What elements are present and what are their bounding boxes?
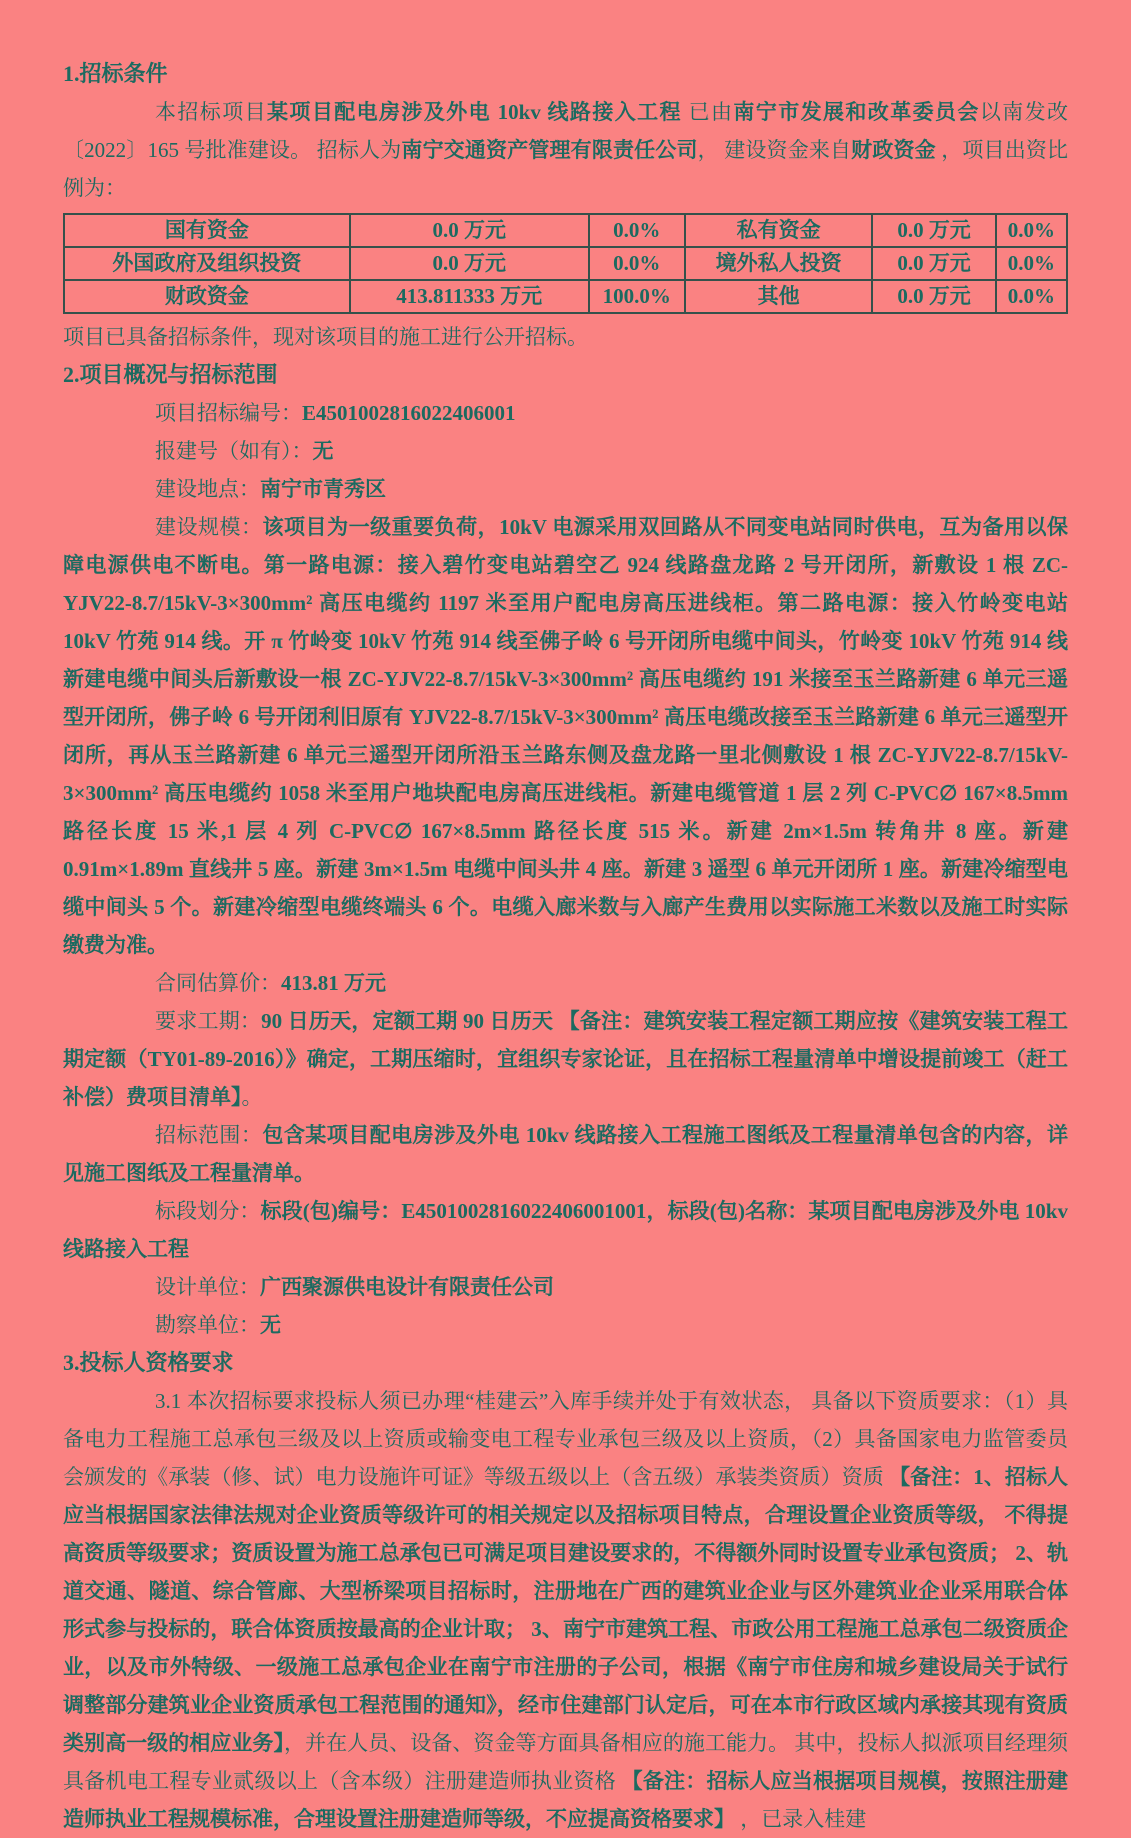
bold-text-run: 某项目配电房涉及外电 10kv 线路接入工程 xyxy=(267,100,682,124)
text-run: 标段划分： xyxy=(155,1199,261,1223)
bold-text-run: 【备注：1、招标人应当根据国家法律法规对企业资质等级许可的相关规定以及招标项目特点，合理设置企业资质等级， 不得提高资质等级要求；资质设置为施工总承包已可满足项目建设要求的，不得额外同时设置专业承包资质； 2、轨道交通、隧道、综合管廊、大型桥梁项目招标时，注册地在广西的建筑业企业与区外建筑业企业采用联合体形式参与投标的，联合体资质按最高的企业计取； 3、南宁市建筑工程、市政公用工程施工总承包二级资质企业，以及市外特级、一级施工总承包企业在南宁市注册的子公司，根据《南宁市住房和城乡建设局关于试行调整部分建筑业企业资质承包工程范围的通知》，经市住建部门认定后，可在本市行政区域内承接其现有资质类别高一级的相应业务】 xyxy=(63,1465,1068,1755)
text-run: 合同估算价： xyxy=(155,971,281,995)
contract-estimate-price xyxy=(63,964,1068,1002)
text-run: 勘察单位： xyxy=(155,1313,260,1337)
bold-text-run: 413.81 万元 xyxy=(281,971,386,995)
funding-row-1 xyxy=(64,214,1067,247)
funding-cell: 0.0 万元 xyxy=(872,247,995,280)
funding-ratio-table xyxy=(63,213,1068,314)
text-run: ， 建设资金来自 xyxy=(697,138,852,162)
funding-cell: 0.0% xyxy=(589,247,685,280)
funding-cell: 0.0 万元 xyxy=(872,214,995,247)
text-run: 建设规模： xyxy=(155,515,263,539)
filing-number xyxy=(63,432,1068,470)
text-run: ，已录入桂建 xyxy=(735,1807,867,1831)
bold-text-run: 财政资金 xyxy=(851,138,936,162)
funding-cell: 0.0% xyxy=(589,214,685,247)
survey-unit xyxy=(63,1306,1068,1344)
text-run: 招标范围： xyxy=(155,1123,263,1147)
funding-row-2 xyxy=(64,247,1067,280)
section-division xyxy=(63,1192,1068,1268)
funding-cell: 财政资金 xyxy=(64,280,350,313)
text-run: ，项目出资比例为： xyxy=(63,138,1069,200)
funding-cell: 外国政府及组织投资 xyxy=(64,247,350,280)
funding-cell: 0.0% xyxy=(996,280,1067,313)
text-run: ，并在人员、设备、资金等方面具备相应的施工能力。 其中，投标人拟派项目经理须具备机电工程专业贰级以上（含本级）注册建造师执业资格 xyxy=(63,1731,1068,1793)
text-run: 以南发改〔2022〕165 号批准建设。 招标人为 xyxy=(63,100,1069,162)
text-run: 。 xyxy=(241,1085,263,1109)
construction-scale xyxy=(63,508,1068,964)
funding-cell: 国有资金 xyxy=(64,214,350,247)
funding-cell: 私有资金 xyxy=(685,214,873,247)
tender-scope xyxy=(63,1116,1068,1192)
funding-cell: 其他 xyxy=(685,280,873,313)
funding-cell: 0.0% xyxy=(996,247,1067,280)
funding-cell: 0.0 万元 xyxy=(350,214,589,247)
bold-text-run: 无 xyxy=(260,1313,281,1337)
text-run: 设计单位： xyxy=(155,1275,260,1299)
funding-row-3 xyxy=(64,280,1067,313)
bold-text-run: 无 xyxy=(312,439,334,463)
project-tender-number xyxy=(63,394,1068,432)
section-2-heading: 2.项目概况与招标范围 xyxy=(63,362,278,387)
text-run: 已由 xyxy=(681,100,734,124)
bold-text-run: 南宁市青秀区 xyxy=(260,477,386,501)
text-run: 本招标项目 xyxy=(155,100,268,124)
section-1-heading: 1.招标条件 xyxy=(63,61,168,86)
bold-text-run: 包含某项目配电房涉及外电 10kv 线路接入工程施工图纸及工程量清单包含的内容，详见施工图纸及工程量清单。 xyxy=(63,1123,1068,1185)
funding-cell: 100.0% xyxy=(589,280,685,313)
text-run: 项目招标编号： xyxy=(155,401,302,425)
funding-cell: 0.0% xyxy=(996,214,1067,247)
bold-text-run: 南宁交通资产管理有限责任公司 xyxy=(401,138,698,162)
bold-text-run: 广西聚源供电设计有限责任公司 xyxy=(260,1275,554,1299)
design-unit xyxy=(63,1268,1068,1306)
section-3-heading: 3.投标人资格要求 xyxy=(63,1350,234,1375)
funding-cell: 0.0 万元 xyxy=(350,247,589,280)
bidder-qualification-paragraph xyxy=(63,1382,1068,1838)
text-run: 3.1 本次招标要求投标人须已办理“桂建云”入库手续并处于有效状态， 具备以下资质要求：（1）具备电力工程施工总承包三级及以上资质或输变电工程专业承包三级及以上资质，（2）具备国家电力监管委员会颁发的《承装（修、试）电力设施许可证》等级五级以上（含五级）承装类资质）资质 xyxy=(63,1389,1068,1489)
intro-paragraph xyxy=(63,93,1068,207)
text-run: 要求工期： xyxy=(155,1009,262,1033)
bold-text-run: 90 日历天，定额工期 90 日历天 【备注：建筑安装工程定额工期应按《建筑安装工程工期定额（TY01-89-2016）》确定，工期压缩时，宜组织专家论证，且在招标工程量清单中增设提前竣工（赶工补偿）费项目清单】 xyxy=(63,1009,1069,1109)
funding-cell: 境外私人投资 xyxy=(685,247,873,280)
bold-text-run: 【备注：招标人应当根据项目规模，按照注册建造师执业工程规模标准，合理设置注册建造师等级，不应提高资格要求】 xyxy=(63,1769,1069,1831)
bold-text-run: 该项目为一级重要负荷，10kV 电源采用双回路从不同变电站同时供电，互为备用以保障电源供电不断电。第一路电源：接入碧竹变电站碧空乙 924 线路盘龙路 2 号开闭所，新敷设 1 根 ZC-YJV22-8.7/15kV-3×300mm² 高压电缆约 1197 米至用户配电房高压进线柜。第二路电源：接入竹岭变电站 10kV 竹苑 914 线。开 π 竹岭变 10kV 竹苑 914 线至佛子岭 6 号开闭所电缆中间头，竹岭变 10kV 竹苑 914 线新建电缆中间头后新敷设一根 ZC-YJV22-8.7/15kV-3×300mm² 高压电缆约 191 米接至玉兰路新建 6 单元三遥型开闭所，佛子岭 6 号开闭利旧原有 YJV22-8.7/15kV-3×300mm² 高压电缆改接至玉兰路新建 6 单元三遥型开闭所，再从玉兰路新建 6 单元三遥型开闭所沿玉兰路东侧及盘龙路一里北侧敷设 1 根 ZC-YJV22-8.7/15kV-3×300mm² 高压电缆约 1058 米至用户地块配电房高压进线柜。新建电缆管道 1 层 2 列 C-PVC∅ 167×8.5mm 路径长度 15 米,1 层 4 列 C-PVC∅ 167×8.5mm 路径长度 515 米。新建 2m×1.5m 转角井 8 座。新建 0.91m×1.89m 直线井 5 座。新建 3m×1.5m 电缆中间头井 4 座。新建 3 遥型 6 单元开闭所 1 座。新建冷缩型电缆中间头 5 个。新建冷缩型电缆终端头 6 个。电缆入廊米数与入廊产生费用以实际施工米数以及施工时实际缴费为准。 xyxy=(63,515,1069,957)
bold-text-run: 南宁市发展和改革委员会 xyxy=(733,100,980,124)
funding-cell: 413.811333 万元 xyxy=(350,280,589,313)
tender-ready-statement: 项目已具备招标条件，现对该项目的施工进行公开招标。 xyxy=(63,325,588,349)
text-run: 建设地点： xyxy=(155,477,260,501)
funding-cell: 0.0 万元 xyxy=(872,280,995,313)
required-duration xyxy=(63,1002,1068,1116)
bold-text-run: 标段(包)编号：E4501002816022406001001，标段(包)名称：某项目配电房涉及外电 10kv 线路接入工程 xyxy=(63,1199,1068,1261)
bold-text-run: E4501002816022406001 xyxy=(302,401,516,425)
text-run: 报建号（如有）： xyxy=(155,439,313,463)
construction-location xyxy=(63,470,1068,508)
